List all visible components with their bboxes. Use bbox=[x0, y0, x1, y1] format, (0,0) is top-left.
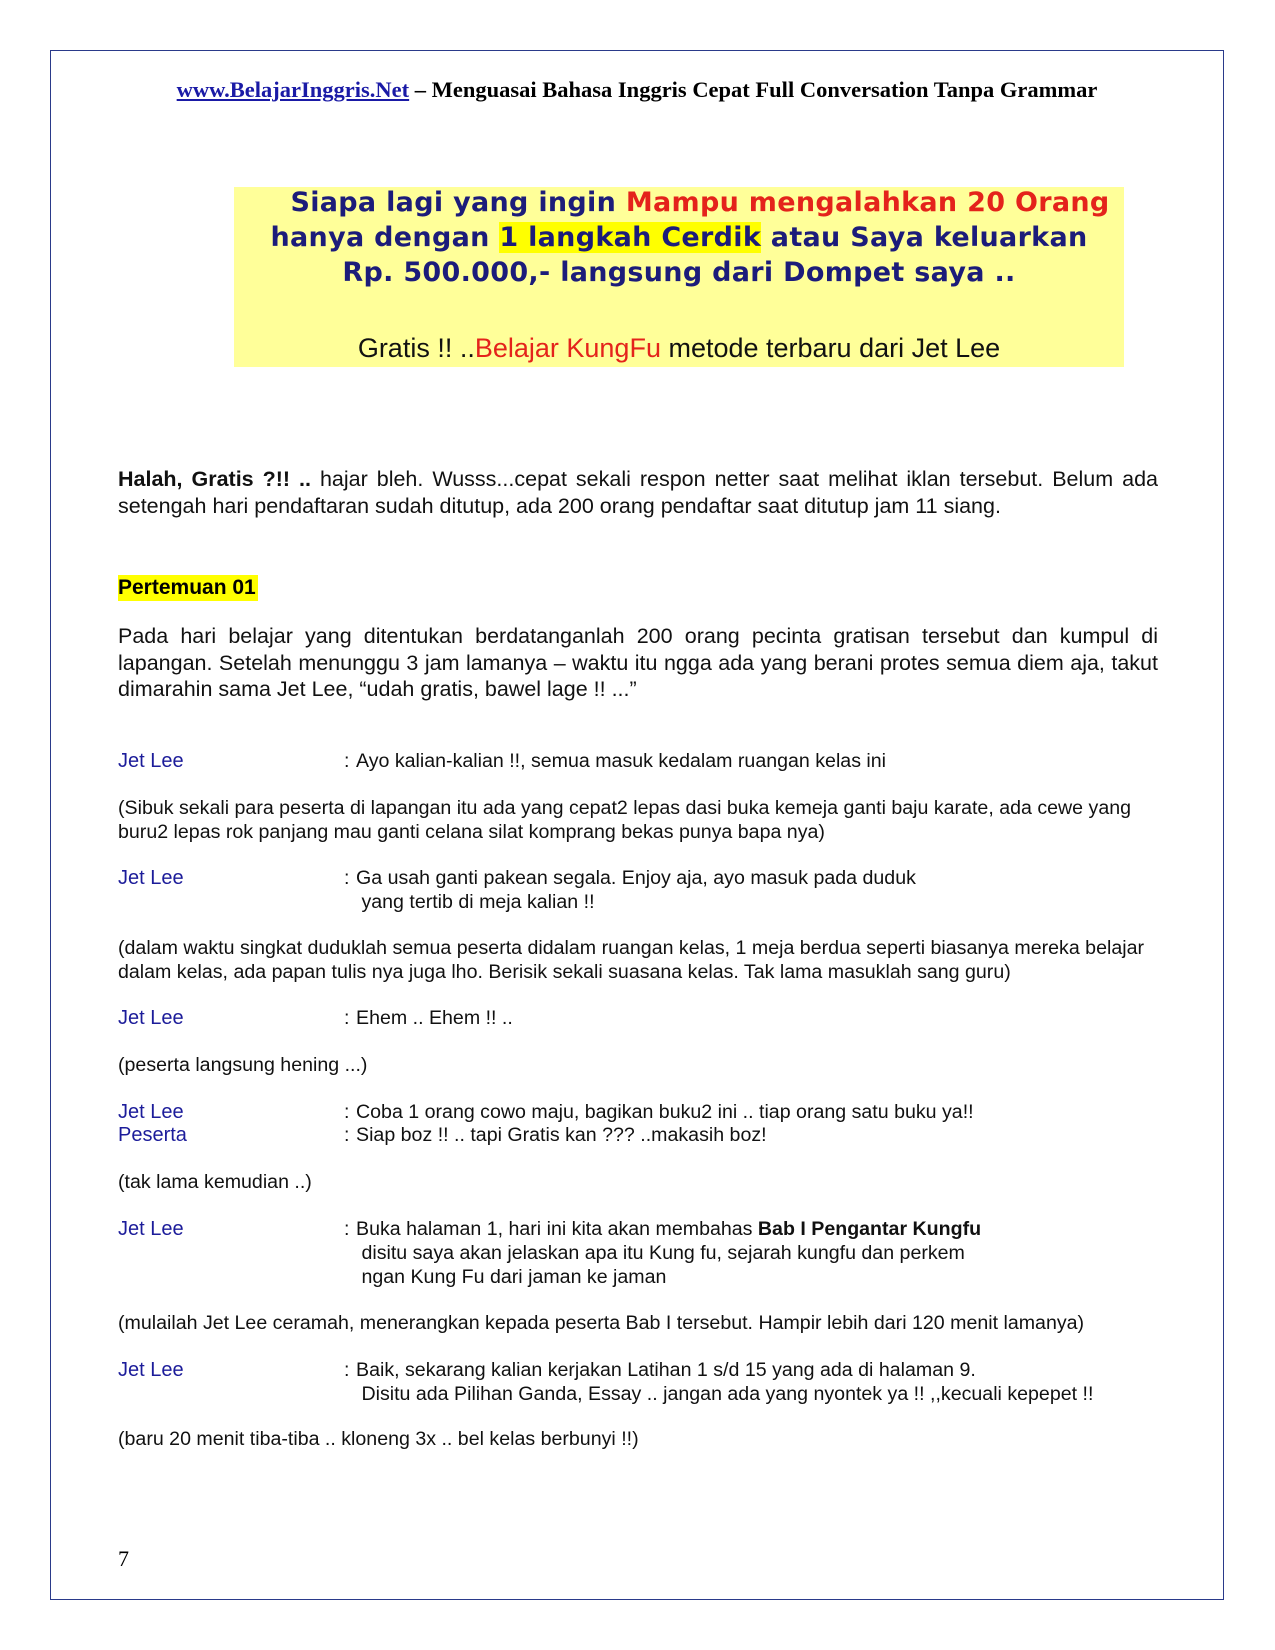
promo-line-1 bbox=[276, 187, 1124, 218]
speech bbox=[356, 866, 916, 914]
speaker-name: Jet Lee bbox=[118, 1359, 184, 1381]
speech bbox=[356, 1100, 974, 1124]
speech-line: yang tertib di meja kalian !! bbox=[356, 891, 595, 913]
promo-highlight-yellow: 1 langkah Cerdik bbox=[499, 222, 762, 253]
promo-subtitle bbox=[234, 333, 1124, 364]
speech-line: disitu saya akan jelaskan apa itu Kung fu, sejarah kungfu dan perkem bbox=[356, 1242, 965, 1264]
speaker-name: Peserta bbox=[118, 1124, 187, 1146]
speech-line: Coba 1 orang cowo maju, bagikan buku2 ini .. tiap orang satu buku ya!! bbox=[356, 1101, 974, 1123]
page-header bbox=[50, 77, 1224, 103]
colon: : bbox=[344, 1359, 350, 1381]
speaker-name: Jet Lee bbox=[118, 867, 184, 889]
stage-direction: (Sibuk sekali para peserta di lapangan itu ada yang cepat2 lepas dasi buka kemeja ganti baju karate, ada cewe yang buru2 lepas rok panjang mau ganti celana silat komprang bekas punya bapa nya) bbox=[118, 797, 1132, 843]
colon: : bbox=[344, 1007, 350, 1029]
colon: : bbox=[344, 867, 350, 889]
speaker-name: Jet Lee bbox=[118, 1218, 184, 1240]
promo-line-3: Rp. 500.000,- langsung dari Dompet saya .. bbox=[342, 257, 1016, 288]
intro-text: hajar bleh. Wusss...cepat sekali respon netter saat melihat iklan tersebut. Belum ada setengah hari pendaftaran sudah ditutup, ada 200 orang pendaftar saat ditutup jam 11 siang. bbox=[118, 467, 1159, 518]
promo-box bbox=[234, 187, 1124, 367]
speech bbox=[356, 749, 886, 773]
section-title: Pertemuan 01 bbox=[118, 576, 256, 599]
speech-line: ngan Kung Fu dari jaman ke jaman bbox=[356, 1266, 667, 1288]
stage-direction: (tak lama kemudian ..) bbox=[118, 1171, 312, 1193]
header-title: – Menguasai Bahasa Inggris Cepat Full Conversation Tanpa Grammar bbox=[409, 77, 1098, 102]
speech bbox=[356, 1217, 981, 1289]
speech-bold: Bab I Pengantar Kungfu bbox=[757, 1218, 982, 1240]
promo-text: hanya dengan bbox=[270, 222, 500, 253]
promo-text: atau Saya keluarkan bbox=[761, 222, 1088, 253]
page-number: 7 bbox=[118, 1546, 129, 1571]
promo-highlight-red: Mampu mengalahkan 20 Orang bbox=[625, 187, 1110, 218]
promo-line-2 bbox=[234, 222, 1124, 253]
speech-text: Buka halaman 1, hari ini kita akan membahas bbox=[356, 1218, 758, 1240]
stage-direction: (dalam waktu singkat duduklah semua peserta didalam ruangan kelas, 1 meja berdua seperti biasanya mereka belajar dalam kelas, ada papan tulis nya juga lho. Berisik sekali suasana kelas. Tak lama masuklah sang guru) bbox=[118, 937, 1144, 983]
speaker-name: Jet Lee bbox=[118, 1101, 184, 1123]
speech-line: Siap boz !! .. tapi Gratis kan ??? ..makasih boz! bbox=[356, 1124, 767, 1146]
speech bbox=[356, 1123, 767, 1147]
intro-bold: Halah, Gratis ?!! .. bbox=[118, 467, 311, 491]
section-paragraph: Pada hari belajar yang ditentukan berdatanganlah 200 orang pecinta gratisan tersebut dan kumpul di lapangan. Setelah menunggu 3 jam lamanya – waktu itu ngga ada yang berani protes semua diem aja, takut dimarahin sama Jet Lee, “udah gratis, bawel lage !! ...” bbox=[118, 624, 1158, 701]
speaker-name: Jet Lee bbox=[118, 750, 184, 772]
colon: : bbox=[344, 1218, 350, 1240]
stage-direction: (baru 20 menit tiba-tiba .. kloneng 3x .. bel kelas berbunyi !!) bbox=[118, 1428, 639, 1450]
site-link[interactable]: www.BelajarInggris.Net bbox=[176, 77, 410, 102]
speech-line: Ga usah ganti pakean segala. Enjoy aja, ayo masuk pada duduk bbox=[356, 867, 916, 889]
colon: : bbox=[344, 1124, 350, 1146]
speech-line bbox=[356, 1217, 981, 1241]
speech-line: Disitu ada Pilihan Ganda, Essay .. jangan ada yang nyontek ya !! ,,kecuali kepepet !! bbox=[356, 1383, 1094, 1405]
speech-line: Ehem .. Ehem !! .. bbox=[356, 1007, 513, 1029]
speech bbox=[356, 1006, 513, 1030]
speech bbox=[356, 1358, 1093, 1406]
promo-text: Siapa lagi yang ingin bbox=[290, 187, 626, 218]
promo-sub-text: Gratis !! .. bbox=[357, 333, 475, 363]
speaker-name: Jet Lee bbox=[118, 1007, 184, 1029]
stage-direction: (peserta langsung hening ...) bbox=[118, 1054, 368, 1076]
promo-sub-text: metode terbaru dari Jet Lee bbox=[660, 333, 1001, 363]
colon: : bbox=[344, 750, 350, 772]
promo-sub-red: Belajar KungFu bbox=[474, 333, 661, 363]
speech-line: Ayo kalian-kalian !!, semua masuk kedalam ruangan kelas ini bbox=[356, 750, 887, 772]
colon: : bbox=[344, 1101, 350, 1123]
speech-line: Baik, sekarang kalian kerjakan Latihan 1 s/d 15 yang ada di halaman 9. bbox=[356, 1359, 976, 1381]
stage-direction: (mulailah Jet Lee ceramah, menerangkan kepada peserta Bab I tersebut. Hampir lebih dari 120 menit lamanya) bbox=[118, 1312, 1085, 1334]
intro-paragraph bbox=[118, 466, 1158, 519]
